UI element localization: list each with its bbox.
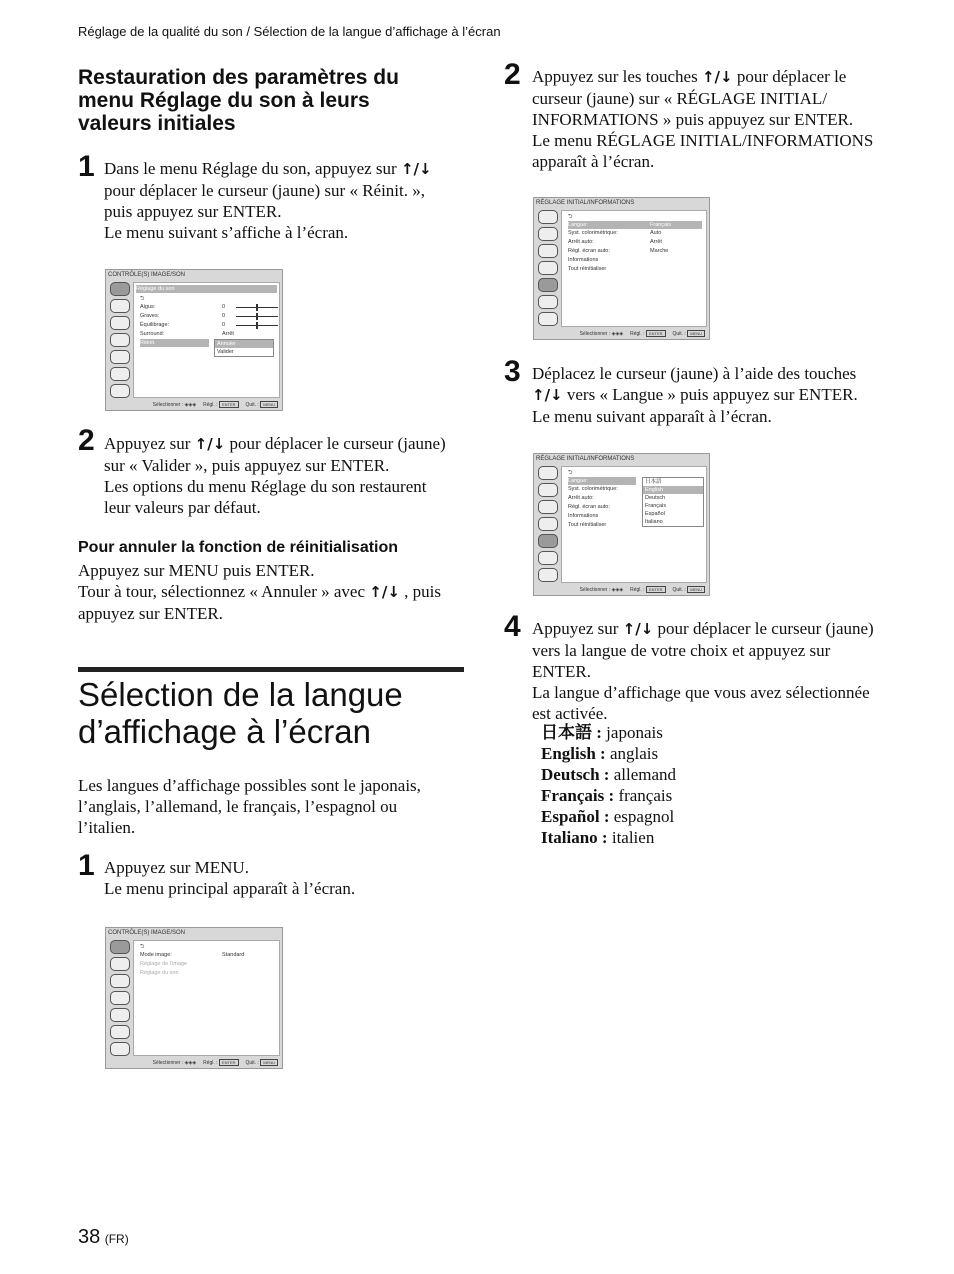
step-text: Appuyez sur ↑/↓ pour déplacer le curseur (jaune) sur « Valider », puis appuyez sur ENTER. Les options du menu Réglage du son restaurent leur valeurs par défaut. [104, 434, 446, 517]
menu-icon [110, 350, 130, 364]
menu-row: Réglage de l’image [140, 961, 188, 967]
menu-icon [538, 244, 558, 258]
step-text: Appuyez sur ↑/↓ pour déplacer le curseur (jaune) vers la langue de votre choix et appuyez sur ENTER. La langue d’affichage que vous avez sélectionnée est activée. [532, 619, 874, 723]
menu-row: Régl. écran auto: Marche [568, 248, 669, 254]
menu-header-row: Réglage du son [136, 285, 277, 293]
menu-row: Aigus: 0 [140, 303, 275, 311]
menu-row: Équilibrage: 0 [140, 321, 275, 329]
initial-setup-menu-screenshot [533, 197, 710, 340]
up-down-arrow-icon: ↑/↓ [532, 386, 563, 404]
menu-row: Informations [568, 257, 599, 263]
menu-row: Surround: Arrêt [140, 331, 234, 337]
slider [236, 307, 278, 308]
back-icon: ⮌ [140, 296, 145, 302]
page-number: 38 (FR) [78, 1226, 129, 1248]
menu-row: Arrêt auto: Arrêt [568, 239, 662, 245]
popup-item: Valider [217, 349, 234, 355]
up-down-arrow-icon: ↑/↓ [701, 68, 733, 86]
menu-row: Mode image: Standard [140, 952, 245, 958]
menu-row: Graves: 0 [140, 312, 275, 320]
menu-icon [538, 227, 558, 241]
menu-row: Tout réinitialiser [568, 266, 607, 272]
menu-row: Arrêt auto: [568, 495, 594, 501]
menu-icon [110, 1008, 130, 1022]
menu-pane [561, 466, 707, 583]
language-item: 日本語 : japonais [541, 723, 663, 742]
menu-row: Tout réinitialiser [568, 522, 607, 528]
menu-icon [538, 483, 558, 497]
popup-item: Français [645, 503, 667, 509]
up-down-arrow-icon: ↑/↓ [194, 435, 226, 453]
language-item: English : anglais [541, 744, 659, 763]
step-number: 1 [78, 849, 95, 882]
menu-icon [538, 261, 558, 275]
cancel-text: Appuyez sur MENU puis ENTER. Tour à tour, sélectionnez « Annuler » avec ↑/↓ , puis appuyez sur ENTER. [78, 561, 441, 623]
section-rule [78, 667, 464, 672]
up-down-arrow-icon: ↑/↓ [622, 620, 654, 638]
language-item: Français : français [541, 786, 673, 805]
menu-icon [110, 1025, 130, 1039]
step-text: Appuyez sur MENU. Le menu principal apparaît à l’écran. [104, 858, 356, 898]
initial-setup-icon [538, 534, 558, 548]
menu-icon [538, 312, 558, 326]
slider [236, 316, 278, 317]
section-title-language: Sélection de la langue d’affichage à l’écran [78, 676, 403, 750]
menu-icon [538, 517, 558, 531]
menu-icon [538, 466, 558, 480]
menu-row: Réglage du son [140, 970, 179, 976]
menu-row-selected: Langue: [568, 477, 636, 485]
initial-setup-icon [538, 278, 558, 292]
section-title-restore: Restauration des paramètres du menu Réglage du son à leurs valeurs initiales [78, 66, 399, 135]
menu-pane [133, 940, 280, 1056]
menu-icon [538, 500, 558, 514]
up-down-arrow-icon: ↑/↓ [369, 583, 400, 601]
language-popup [642, 477, 704, 527]
language-item: Italiano : italien [541, 828, 655, 847]
popup-item: Italiano [645, 519, 663, 525]
language-list [541, 722, 901, 848]
popup-item: English [643, 486, 703, 494]
menu-icon [110, 974, 130, 988]
menu-icon-column [536, 466, 560, 585]
step-number: 2 [78, 424, 95, 457]
menu-icon [538, 568, 558, 582]
menu-icon [538, 210, 558, 224]
menu-row-selected: Langue: Français [568, 221, 702, 229]
back-icon: ⮌ [568, 214, 573, 220]
main-menu-screenshot [105, 927, 283, 1069]
step-number: 4 [504, 610, 521, 643]
step-text: Dans le menu Réglage du son, appuyez sur ↑/↓ pour déplacer le curseur (jaune) sur « Réinit. », puis appuyez sur ENTER. Le menu suivant s’affiche à l’écran. [104, 159, 432, 242]
menu-icon [538, 295, 558, 309]
menu-title: RÉGLAGE INITIAL/INFORMATIONS [536, 456, 635, 462]
menu-row: Informations [568, 513, 599, 519]
menu-footer: Sélectionner : ◈◈◈ Régl. : ENTER Quit. : MENU [153, 401, 278, 408]
step-number: 3 [504, 355, 521, 388]
menu-row-selected: Réinit. [140, 339, 209, 347]
menu-icon [110, 384, 130, 398]
step-number: 2 [504, 58, 521, 91]
menu-row: Syst. colorimétrique: Auto [568, 230, 662, 236]
sound-reset-menu-screenshot [105, 269, 283, 411]
picture-sound-icon [110, 940, 130, 954]
menu-icon [110, 367, 130, 381]
language-item: Español : espagnol [541, 807, 675, 826]
popup-item: Deutsch [645, 495, 666, 501]
menu-icon [110, 1042, 130, 1056]
step-text: Appuyez sur les touches ↑/↓ pour déplacer le curseur (jaune) sur « RÉGLAGE INITIAL/ INFORMATIONS » puis appuyez sur ENTER. Le menu RÉGLAGE INITIAL/INFORMATIONS apparaît à l’écran. [532, 67, 874, 171]
picture-sound-icon [110, 282, 130, 296]
popup-item: 日本語 [645, 479, 662, 485]
back-icon: ⮌ [140, 944, 145, 950]
popup-item: Español [645, 511, 665, 517]
reset-popup [214, 339, 274, 357]
menu-footer: Sélectionner : ◈◈◈ Régl. : ENTER Quit. : MENU [153, 1059, 278, 1066]
language-menu-screenshot [533, 453, 710, 596]
menu-title: CONTRÔLE(S) IMAGE/SON [108, 272, 186, 278]
menu-icon [110, 299, 130, 313]
menu-icon-column [108, 940, 132, 1059]
slider [236, 325, 278, 326]
menu-icon [538, 551, 558, 565]
menu-icon [110, 333, 130, 347]
subheading-cancel: Pour annuler la fonction de réinitialisation [78, 539, 399, 556]
menu-title: RÉGLAGE INITIAL/INFORMATIONS [536, 200, 635, 206]
step-number: 1 [78, 150, 95, 183]
menu-pane [133, 282, 280, 398]
step-text: Déplacez le curseur (jaune) à l’aide des touches ↑/↓ vers « Langue » puis appuyez sur ENTER. Le menu suivant apparaît à l’écran. [532, 364, 858, 426]
up-down-arrow-icon: ↑/↓ [400, 160, 432, 178]
menu-icon [110, 957, 130, 971]
menu-icon [110, 991, 130, 1005]
menu-footer: Sélectionner : ◈◈◈ Régl. : ENTER Quit. : MENU [580, 586, 705, 593]
menu-icon-column [536, 210, 560, 329]
menu-icon-column [108, 282, 132, 401]
menu-row: Régl. écran auto: [568, 504, 610, 510]
menu-row: Syst. colorimétrique: [568, 486, 618, 492]
menu-title: CONTRÔLE(S) IMAGE/SON [108, 930, 186, 936]
menu-pane [561, 210, 707, 327]
language-item: Deutsch : allemand [541, 765, 677, 784]
menu-icon [110, 316, 130, 330]
intro-text: Les langues d’affichage possibles sont le japonais, l’anglais, l’allemand, le français, l’espagnol ou l’italien. [78, 776, 421, 837]
back-icon: ⮌ [568, 470, 573, 476]
popup-item: Annuler [215, 340, 273, 348]
menu-footer: Sélectionner : ◈◈◈ Régl. : ENTER Quit. : MENU [580, 330, 705, 337]
running-header: Réglage de la qualité du son / Sélection de la langue d’affichage à l’écran [78, 24, 501, 39]
